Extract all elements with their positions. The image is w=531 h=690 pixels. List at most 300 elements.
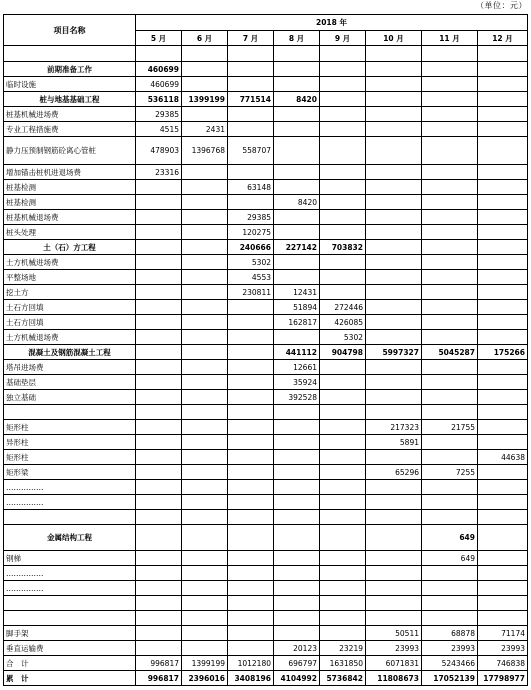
- value-cell: [228, 46, 274, 62]
- value-cell: [478, 465, 528, 480]
- row-label: 土石方回填: [4, 315, 136, 330]
- value-cell: [182, 195, 228, 210]
- value-cell: [320, 92, 366, 107]
- value-cell: [422, 596, 478, 611]
- value-cell: [478, 435, 528, 450]
- value-cell: [274, 270, 320, 285]
- table-row: [4, 480, 528, 495]
- table-row: [4, 656, 528, 671]
- value-cell: [274, 225, 320, 240]
- table-row: [4, 551, 528, 566]
- value-cell: [136, 255, 182, 270]
- table-row: [4, 285, 528, 300]
- value-cell: [320, 225, 366, 240]
- value-cell: [320, 122, 366, 137]
- value-cell: [478, 122, 528, 137]
- value-cell: [136, 510, 182, 525]
- value-cell: [478, 225, 528, 240]
- value-cell: [366, 240, 422, 255]
- value-cell: [136, 180, 182, 195]
- value-cell: [478, 285, 528, 300]
- value-cell: [136, 375, 182, 390]
- value-cell: [182, 525, 228, 551]
- value-cell: [478, 180, 528, 195]
- value-cell: [320, 180, 366, 195]
- value-cell: 703832: [320, 240, 366, 255]
- value-cell: [182, 480, 228, 495]
- value-cell: 8420: [274, 92, 320, 107]
- value-cell: [422, 435, 478, 450]
- value-cell: [274, 525, 320, 551]
- table-row: [4, 465, 528, 480]
- value-cell: [274, 180, 320, 195]
- table-row: [4, 300, 528, 315]
- value-cell: 162817: [274, 315, 320, 330]
- value-cell: [136, 480, 182, 495]
- value-cell: [422, 122, 478, 137]
- value-cell: [182, 375, 228, 390]
- value-cell: [274, 581, 320, 596]
- value-cell: 17052139: [422, 671, 478, 686]
- value-cell: [320, 62, 366, 77]
- value-cell: [366, 510, 422, 525]
- month-header: 5 月: [136, 31, 182, 46]
- value-cell: [228, 641, 274, 656]
- value-cell: 4553: [228, 270, 274, 285]
- table-row: [4, 450, 528, 465]
- value-cell: [366, 360, 422, 375]
- value-cell: [320, 435, 366, 450]
- value-cell: [366, 405, 422, 420]
- row-label: 静力压预制钢筋砼离心管桩: [4, 137, 136, 165]
- row-label: [4, 510, 136, 525]
- value-cell: 460699: [136, 77, 182, 92]
- table-row: [4, 671, 528, 686]
- value-cell: [366, 525, 422, 551]
- value-cell: [136, 195, 182, 210]
- value-cell: [274, 495, 320, 510]
- table-row: [4, 315, 528, 330]
- value-cell: [136, 465, 182, 480]
- value-cell: [320, 450, 366, 465]
- month-header: 11 月: [422, 31, 478, 46]
- value-cell: [182, 180, 228, 195]
- value-cell: 4104992: [274, 671, 320, 686]
- table-row: [4, 92, 528, 107]
- value-cell: [182, 107, 228, 122]
- value-cell: [478, 581, 528, 596]
- value-cell: [182, 46, 228, 62]
- value-cell: [136, 315, 182, 330]
- value-cell: [182, 510, 228, 525]
- value-cell: [478, 420, 528, 435]
- value-cell: [478, 375, 528, 390]
- value-cell: [422, 375, 478, 390]
- row-label: 桩基检测: [4, 180, 136, 195]
- value-cell: [478, 315, 528, 330]
- value-cell: [366, 107, 422, 122]
- row-label: [4, 596, 136, 611]
- value-cell: [228, 300, 274, 315]
- value-cell: [320, 210, 366, 225]
- value-cell: [422, 300, 478, 315]
- value-cell: 8420: [274, 195, 320, 210]
- value-cell: [274, 420, 320, 435]
- value-cell: [478, 611, 528, 626]
- value-cell: [478, 566, 528, 581]
- value-cell: [422, 180, 478, 195]
- value-cell: [320, 495, 366, 510]
- value-cell: [478, 330, 528, 345]
- value-cell: 996817: [136, 671, 182, 686]
- value-cell: 5302: [320, 330, 366, 345]
- value-cell: [274, 596, 320, 611]
- row-label: ……………: [4, 480, 136, 495]
- table-row: [4, 330, 528, 345]
- value-cell: 5243466: [422, 656, 478, 671]
- value-cell: [136, 581, 182, 596]
- value-cell: [478, 390, 528, 405]
- value-cell: [228, 77, 274, 92]
- value-cell: 536118: [136, 92, 182, 107]
- value-cell: [182, 240, 228, 255]
- value-cell: [136, 300, 182, 315]
- value-cell: [422, 405, 478, 420]
- value-cell: 649: [422, 551, 478, 566]
- value-cell: [182, 435, 228, 450]
- value-cell: [136, 641, 182, 656]
- value-cell: [182, 270, 228, 285]
- value-cell: 11808673: [366, 671, 422, 686]
- value-cell: [366, 137, 422, 165]
- value-cell: [228, 420, 274, 435]
- table-row: [4, 435, 528, 450]
- row-label: 土方机械进场费: [4, 255, 136, 270]
- value-cell: [366, 62, 422, 77]
- value-cell: 51894: [274, 300, 320, 315]
- value-cell: [422, 390, 478, 405]
- value-cell: [136, 525, 182, 551]
- row-label: 土石方回填: [4, 300, 136, 315]
- value-cell: 426085: [320, 315, 366, 330]
- value-cell: [366, 92, 422, 107]
- value-cell: [228, 611, 274, 626]
- value-cell: 7255: [422, 465, 478, 480]
- value-cell: [136, 596, 182, 611]
- table-row: [4, 641, 528, 656]
- value-cell: [182, 581, 228, 596]
- value-cell: [182, 465, 228, 480]
- value-cell: [422, 225, 478, 240]
- row-label: 合 计: [4, 656, 136, 671]
- value-cell: 21755: [422, 420, 478, 435]
- table-row: [4, 375, 528, 390]
- value-cell: [478, 46, 528, 62]
- value-cell: [228, 596, 274, 611]
- value-cell: [228, 375, 274, 390]
- value-cell: [478, 510, 528, 525]
- value-cell: 649: [422, 525, 478, 551]
- value-cell: [366, 566, 422, 581]
- value-cell: 4515: [136, 122, 182, 137]
- value-cell: [366, 450, 422, 465]
- value-cell: [320, 626, 366, 641]
- value-cell: [478, 210, 528, 225]
- row-label: 桩头处理: [4, 225, 136, 240]
- value-cell: [228, 525, 274, 551]
- value-cell: [320, 46, 366, 62]
- value-cell: 71174: [478, 626, 528, 641]
- value-cell: [422, 510, 478, 525]
- value-cell: 6071831: [366, 656, 422, 671]
- row-label: ……………: [4, 566, 136, 581]
- value-cell: 23316: [136, 165, 182, 180]
- value-cell: [320, 480, 366, 495]
- value-cell: [228, 62, 274, 77]
- value-cell: [274, 465, 320, 480]
- value-cell: [274, 137, 320, 165]
- value-cell: [366, 495, 422, 510]
- value-cell: [478, 107, 528, 122]
- row-label: 桩基机械进场费: [4, 107, 136, 122]
- value-cell: [136, 285, 182, 300]
- value-cell: 2431: [182, 122, 228, 137]
- table-row: [4, 122, 528, 137]
- value-cell: [182, 596, 228, 611]
- value-cell: [320, 270, 366, 285]
- table-row: [4, 270, 528, 285]
- value-cell: [366, 300, 422, 315]
- value-cell: [422, 240, 478, 255]
- value-cell: 5997327: [366, 345, 422, 360]
- value-cell: [478, 240, 528, 255]
- value-cell: 1012180: [228, 656, 274, 671]
- value-cell: [478, 360, 528, 375]
- value-cell: [274, 611, 320, 626]
- value-cell: [478, 596, 528, 611]
- table-row: [4, 420, 528, 435]
- value-cell: [422, 77, 478, 92]
- value-cell: [228, 360, 274, 375]
- value-cell: [228, 315, 274, 330]
- value-cell: [422, 62, 478, 77]
- value-cell: [274, 122, 320, 137]
- value-cell: [228, 551, 274, 566]
- value-cell: 771514: [228, 92, 274, 107]
- value-cell: 1396768: [182, 137, 228, 165]
- value-cell: [136, 46, 182, 62]
- value-cell: 50511: [366, 626, 422, 641]
- value-cell: [136, 626, 182, 641]
- value-cell: [478, 92, 528, 107]
- value-cell: [228, 195, 274, 210]
- month-header: 12 月: [478, 31, 528, 46]
- value-cell: [182, 495, 228, 510]
- value-cell: [228, 626, 274, 641]
- month-header: 10 月: [366, 31, 422, 46]
- row-label: 增加锚击桩机进退场费: [4, 165, 136, 180]
- value-cell: [228, 566, 274, 581]
- value-cell: [366, 611, 422, 626]
- value-cell: [182, 285, 228, 300]
- row-label: 矩形梁: [4, 465, 136, 480]
- value-cell: [274, 480, 320, 495]
- table-row: [4, 390, 528, 405]
- value-cell: [228, 330, 274, 345]
- value-cell: 5302: [228, 255, 274, 270]
- value-cell: [422, 330, 478, 345]
- value-cell: [274, 510, 320, 525]
- table-row: [4, 581, 528, 596]
- value-cell: [366, 225, 422, 240]
- row-label: 金属结构工程: [4, 525, 136, 551]
- value-cell: [182, 210, 228, 225]
- row-label: 桩基检测: [4, 195, 136, 210]
- value-cell: [136, 240, 182, 255]
- table-row: [4, 225, 528, 240]
- value-cell: [228, 465, 274, 480]
- table-row: [4, 510, 528, 525]
- value-cell: 392528: [274, 390, 320, 405]
- value-cell: [366, 330, 422, 345]
- value-cell: 63148: [228, 180, 274, 195]
- value-cell: [366, 77, 422, 92]
- value-cell: [320, 405, 366, 420]
- value-cell: [228, 390, 274, 405]
- value-cell: [228, 480, 274, 495]
- table-row: [4, 240, 528, 255]
- value-cell: 240666: [228, 240, 274, 255]
- table-body: [4, 46, 528, 686]
- value-cell: 227142: [274, 240, 320, 255]
- value-cell: [366, 285, 422, 300]
- value-cell: [228, 581, 274, 596]
- value-cell: [478, 165, 528, 180]
- row-label: ……………: [4, 495, 136, 510]
- value-cell: [228, 435, 274, 450]
- value-cell: [366, 165, 422, 180]
- table-row: [4, 210, 528, 225]
- value-cell: [422, 165, 478, 180]
- column-header-item: 项目名称: [4, 15, 136, 46]
- value-cell: [422, 285, 478, 300]
- value-cell: [320, 551, 366, 566]
- value-cell: 1631850: [320, 656, 366, 671]
- value-cell: [366, 46, 422, 62]
- value-cell: [182, 626, 228, 641]
- value-cell: [320, 375, 366, 390]
- value-cell: [274, 330, 320, 345]
- value-cell: 746838: [478, 656, 528, 671]
- value-cell: [320, 566, 366, 581]
- value-cell: [478, 255, 528, 270]
- value-cell: [228, 345, 274, 360]
- value-cell: [422, 360, 478, 375]
- table-row: [4, 107, 528, 122]
- value-cell: 120275: [228, 225, 274, 240]
- value-cell: [366, 255, 422, 270]
- table-row: [4, 525, 528, 551]
- value-cell: [274, 255, 320, 270]
- row-label: [4, 405, 136, 420]
- value-cell: [478, 495, 528, 510]
- value-cell: [274, 566, 320, 581]
- value-cell: [136, 390, 182, 405]
- table-row: [4, 46, 528, 62]
- value-cell: 12431: [274, 285, 320, 300]
- value-cell: [320, 611, 366, 626]
- value-cell: [136, 551, 182, 566]
- value-cell: [366, 390, 422, 405]
- value-cell: [478, 77, 528, 92]
- value-cell: [274, 551, 320, 566]
- value-cell: 230811: [228, 285, 274, 300]
- value-cell: [422, 581, 478, 596]
- value-cell: 1399199: [182, 656, 228, 671]
- value-cell: [320, 596, 366, 611]
- value-cell: [136, 225, 182, 240]
- value-cell: [478, 525, 528, 551]
- value-cell: 35924: [274, 375, 320, 390]
- table-row: [4, 495, 528, 510]
- row-label: 平整场地: [4, 270, 136, 285]
- row-label: 垂直运输费: [4, 641, 136, 656]
- value-cell: [136, 566, 182, 581]
- value-cell: [182, 551, 228, 566]
- row-label: [4, 46, 136, 62]
- row-label: 脚手架: [4, 626, 136, 641]
- value-cell: 17798977: [478, 671, 528, 686]
- value-cell: [366, 551, 422, 566]
- value-cell: 68878: [422, 626, 478, 641]
- value-cell: 23219: [320, 641, 366, 656]
- value-cell: [228, 495, 274, 510]
- value-cell: [228, 107, 274, 122]
- value-cell: [320, 107, 366, 122]
- value-cell: [136, 330, 182, 345]
- year-header: 2018 年: [136, 15, 528, 31]
- table-row: [4, 626, 528, 641]
- table-row: [4, 360, 528, 375]
- value-cell: [136, 435, 182, 450]
- row-label: 塔吊进场费: [4, 360, 136, 375]
- value-cell: 441112: [274, 345, 320, 360]
- value-cell: 5891: [366, 435, 422, 450]
- value-cell: [422, 611, 478, 626]
- value-cell: [136, 270, 182, 285]
- value-cell: [320, 360, 366, 375]
- value-cell: 217323: [366, 420, 422, 435]
- value-cell: [366, 581, 422, 596]
- value-cell: [320, 420, 366, 435]
- value-cell: 23993: [422, 641, 478, 656]
- value-cell: [182, 62, 228, 77]
- value-cell: [136, 611, 182, 626]
- value-cell: 558707: [228, 137, 274, 165]
- value-cell: [320, 255, 366, 270]
- value-cell: [228, 450, 274, 465]
- value-cell: [422, 210, 478, 225]
- value-cell: [228, 510, 274, 525]
- table-row: [4, 566, 528, 581]
- value-cell: [320, 165, 366, 180]
- value-cell: [274, 626, 320, 641]
- value-cell: 20123: [274, 641, 320, 656]
- value-cell: [366, 180, 422, 195]
- table-row: [4, 180, 528, 195]
- value-cell: 175266: [478, 345, 528, 360]
- value-cell: [136, 420, 182, 435]
